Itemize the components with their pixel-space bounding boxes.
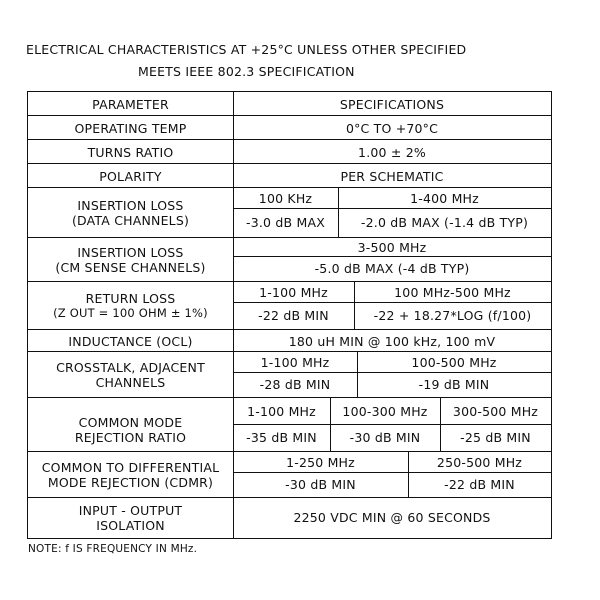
- return-loss-val-1: -22 dB MIN: [258, 308, 329, 323]
- param-turns-ratio: TURNS RATIO: [87, 144, 174, 160]
- cdmr-freq-2: 250-500 MHz: [436, 454, 523, 470]
- table-row: [28, 116, 551, 140]
- insertion-loss-data-freq-2: 1-400 MHz: [410, 190, 479, 206]
- spec-isolation: 2250 VDC MIN @ 60 SECONDS: [293, 510, 491, 525]
- cdmr-freq-1: 1-250 MHz: [286, 454, 355, 470]
- table-row: [28, 164, 551, 188]
- crosstalk-val-1: -28 dB MIN: [259, 377, 331, 392]
- cmrr-val-3: -25 dB MIN: [460, 430, 531, 445]
- table-row: [28, 140, 551, 164]
- table-row: [28, 398, 551, 452]
- spec-turns-ratio: 1.00 ± 2%: [358, 144, 426, 160]
- return-loss-freq-1: 1-100 MHz: [259, 284, 328, 300]
- return-loss-val-2: -22 + 18.27*LOG (f/100): [373, 308, 532, 323]
- table-row: [28, 282, 551, 330]
- table-row: [28, 238, 551, 282]
- param-cmrr: COMMON MODE REJECTION RATIO: [74, 415, 187, 445]
- header-line-1: ELECTRICAL CHARACTERISTICS AT +25°C UNLESS OTHER SPECIFIED: [26, 42, 467, 57]
- param-operating-temp: OPERATING TEMP: [74, 120, 187, 136]
- param-cdmr: COMMON TO DIFFERENTIAL MODE REJECTION (CDMR): [41, 460, 220, 490]
- specifications-header: SPECIFICATIONS: [339, 96, 445, 112]
- param-inductance: INDUCTANCE (OCL): [68, 333, 193, 349]
- return-loss-freq-2: 100 MHz-500 MHz: [394, 284, 511, 300]
- cmrr-val-1: -35 dB MIN: [246, 430, 317, 445]
- spec-table: [27, 91, 552, 539]
- cdmr-val-2: -22 dB MIN: [444, 477, 515, 492]
- table-row: [28, 330, 551, 352]
- table-row: [28, 498, 551, 537]
- insertion-loss-cm-val: -5.0 dB MAX (-4 dB TYP): [314, 261, 470, 276]
- spec-inductance: 180 uH MIN @ 100 kHz, 100 mV: [288, 333, 496, 349]
- insertion-loss-data-val-2: -2.0 dB MAX (-1.4 dB TYP): [360, 215, 529, 230]
- cmrr-freq-2: 100-300 MHz: [342, 403, 428, 419]
- header-line-2: MEETS IEEE 802.3 SPECIFICATION: [138, 64, 355, 79]
- table-header-row: [28, 92, 551, 116]
- param-insertion-loss-data: INSERTION LOSS (DATA CHANNELS): [71, 198, 190, 228]
- cmrr-freq-1: 1-100 MHz: [247, 403, 316, 419]
- param-crosstalk: CROSSTALK, ADJACENT CHANNELS: [56, 360, 205, 390]
- crosstalk-freq-2: 100-500 MHz: [411, 354, 497, 370]
- insertion-loss-data-freq-1: 100 KHz: [258, 190, 313, 206]
- table-row: [28, 188, 551, 238]
- param-isolation: INPUT - OUTPUT ISOLATION: [78, 502, 183, 533]
- param-return-loss: RETURN LOSS (Z OUT = 100 OHM ± 1%): [53, 291, 208, 320]
- cmrr-freq-3: 300-500 MHz: [452, 403, 539, 419]
- insertion-loss-cm-freq: 3-500 MHz: [357, 239, 427, 255]
- spec-polarity: PER SCHEMATIC: [340, 168, 444, 184]
- parameter-header: PARAMETER: [92, 96, 169, 112]
- cmrr-val-2: -30 dB MIN: [349, 430, 421, 445]
- crosstalk-freq-1: 1-100 MHz: [260, 354, 330, 370]
- param-insertion-loss-cm: INSERTION LOSS (CM SENSE CHANNELS): [55, 245, 206, 275]
- table-row: [28, 452, 551, 498]
- insertion-loss-data-val-1: -3.0 dB MAX: [246, 215, 325, 230]
- crosstalk-val-2: -19 dB MIN: [418, 377, 490, 392]
- param-polarity: POLARITY: [99, 168, 162, 184]
- footnote: NOTE: f IS FREQUENCY IN MHz.: [28, 543, 198, 555]
- spec-operating-temp: 0°C TO +70°C: [345, 120, 439, 136]
- cdmr-val-1: -30 dB MIN: [285, 477, 356, 492]
- table-row: [28, 352, 551, 398]
